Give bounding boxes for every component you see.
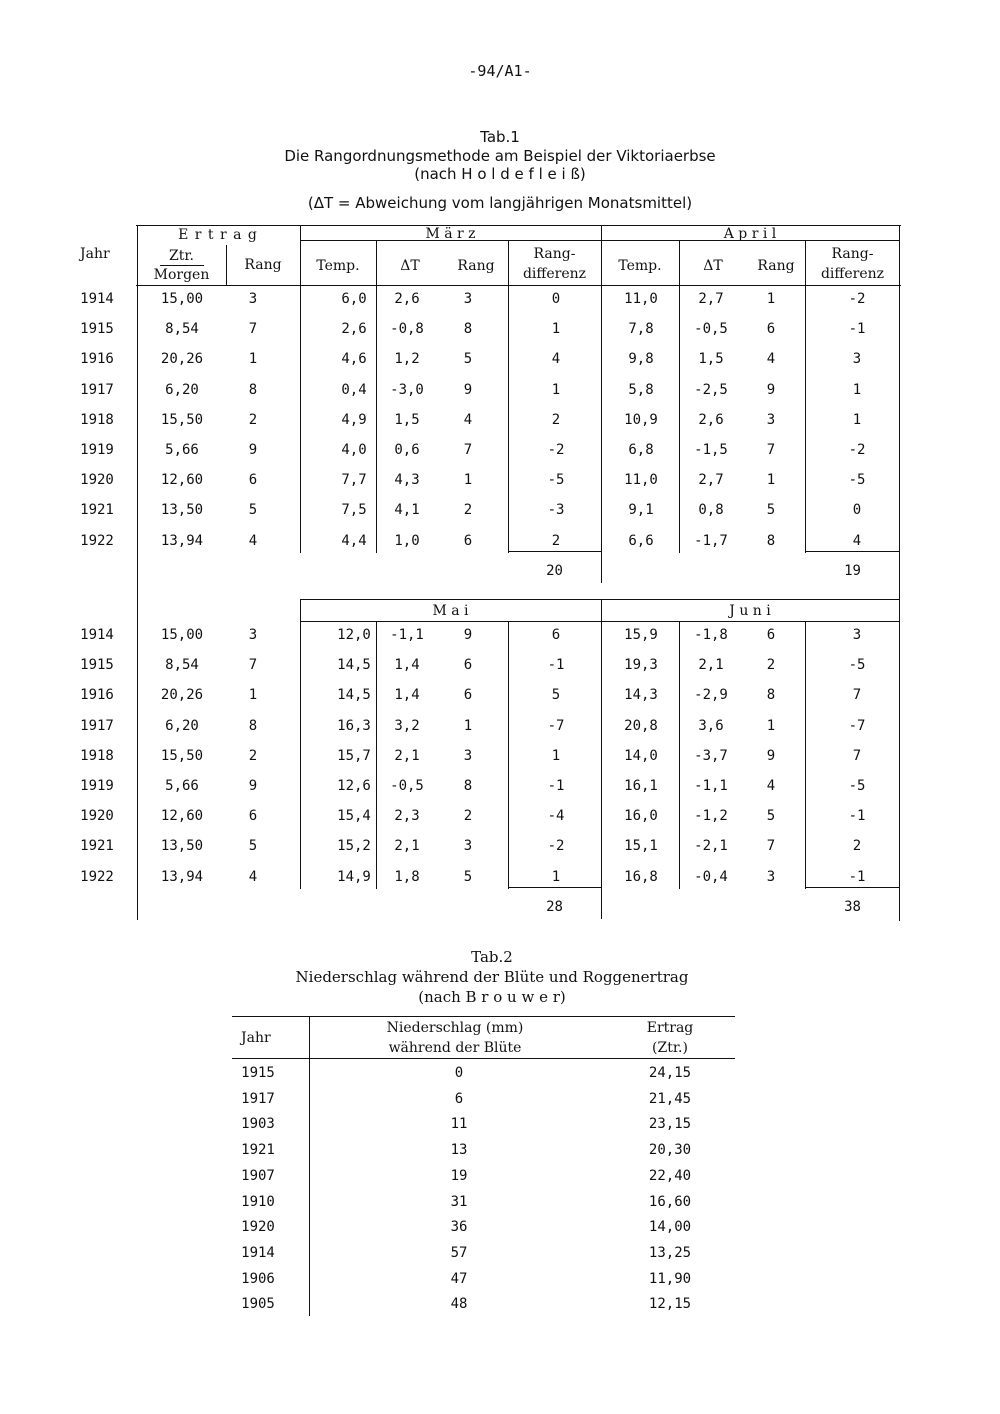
cell-temp-left: 14,5: [337, 657, 371, 674]
cell-temp-left: 15,2: [337, 838, 371, 855]
cell-rangdiff-right: -5: [848, 472, 866, 489]
cell-rangdiff-right: 4: [852, 532, 862, 549]
cell-ertrag: 13,25: [648, 1244, 692, 1261]
cell-rang-left: 2: [463, 808, 473, 825]
tab1-header-rule: [136, 285, 901, 286]
cell-rangdiff-left: 4: [551, 351, 561, 368]
cell-jahr: 1914: [80, 627, 114, 643]
cell-dt-right: -3,7: [694, 747, 728, 764]
cell-jahr: 1920: [80, 808, 114, 825]
sum-rule-april: [805, 551, 900, 552]
tab2-header-niederschlag-2: während der Blüte: [388, 1040, 522, 1056]
cell-rang-left: 6: [463, 687, 473, 704]
tab2-header-jahr: Jahr: [241, 1030, 271, 1046]
cell-niederschlag: 36: [450, 1219, 468, 1236]
cell-rang-right: 7: [766, 442, 776, 458]
tab2-source: (nach B r o u w e r): [418, 988, 566, 1006]
cell-ztr: 12,60: [160, 472, 204, 489]
tab1-month-rule-2: [300, 599, 900, 600]
cell-rangdiff-right: 0: [852, 502, 862, 519]
sum-maerz: 20: [546, 563, 563, 579]
cell-ertrag: 24,15: [648, 1065, 692, 1081]
cell-temp-left: 14,9: [337, 868, 371, 885]
cell-rangdiff-right: 3: [852, 351, 862, 368]
cell-rang-left: 8: [463, 321, 473, 338]
cell-rang-left: 6: [463, 532, 473, 549]
cell-dt-left: -0,8: [390, 321, 424, 338]
cell-temp-right: 11,0: [624, 472, 658, 489]
cell-rang: 5: [248, 502, 258, 519]
cell-temp-left: 12,0: [337, 627, 371, 643]
col-header-rang: Rang: [244, 257, 282, 273]
cell-jahr: 1906: [241, 1270, 275, 1287]
sum-rule-mai: [508, 887, 601, 888]
col-header-rangdiff-april-2: differenz: [820, 266, 885, 282]
cell-rang-left: 5: [463, 868, 473, 885]
cell-ztr: 13,50: [160, 502, 204, 519]
cell-rangdiff-left: 0: [551, 291, 561, 307]
cell-temp-left: 2,6: [341, 321, 367, 338]
cell-ztr: 5,66: [165, 778, 199, 794]
tab2-top-rule: [232, 1016, 735, 1017]
cell-niederschlag: 47: [450, 1270, 468, 1287]
cell-ertrag: 23,15: [648, 1116, 692, 1133]
cell-temp-left: 4,9: [341, 411, 367, 428]
cell-rangdiff-right: 2: [852, 838, 862, 855]
month-header-maerz: M ä r z: [425, 226, 476, 242]
cell-rangdiff-left: 1: [551, 868, 561, 885]
cell-dt-right: -0,4: [694, 868, 728, 885]
cell-rangdiff-left: -1: [547, 778, 565, 794]
cell-jahr: 1903: [241, 1116, 275, 1133]
cell-jahr: 1919: [80, 778, 114, 794]
cell-ertrag: 14,00: [648, 1219, 692, 1236]
cell-rang-right: 1: [766, 717, 776, 734]
cell-rang-right: 1: [766, 472, 776, 489]
col-header-rangdiff-maerz-2: differenz: [522, 266, 587, 282]
cell-rangdiff-left: -2: [547, 838, 565, 855]
cell-rangdiff-right: -2: [848, 442, 866, 458]
cell-rang: 8: [248, 717, 258, 734]
tab1-col-rule-ertrag-2: [300, 599, 301, 889]
month-header-juni: J u n i: [729, 603, 771, 619]
tab2-col-rule: [309, 1016, 310, 1316]
cell-rangdiff-left: 2: [551, 411, 561, 428]
tab2-header-rule: [232, 1058, 735, 1059]
cell-rang: 1: [248, 351, 258, 368]
cell-rangdiff-right: -2: [848, 291, 866, 307]
cell-jahr: 1915: [80, 657, 114, 674]
cell-rang: 9: [248, 442, 258, 458]
cell-ztr: 13,94: [160, 868, 204, 885]
cell-niederschlag: 19: [450, 1167, 468, 1184]
cell-jahr: 1921: [80, 502, 114, 519]
cell-rangdiff-left: -4: [547, 808, 565, 825]
cell-temp-left: 7,5: [341, 502, 367, 519]
cell-rang-left: 1: [463, 472, 473, 489]
cell-dt-left: 1,0: [394, 532, 420, 549]
cell-niederschlag: 0: [454, 1065, 464, 1081]
cell-rang: 3: [248, 291, 258, 307]
cell-dt-left: 1,4: [394, 687, 420, 704]
cell-dt-left: 2,3: [394, 808, 420, 825]
cell-ztr: 20,26: [160, 687, 204, 704]
cell-rang-right: 3: [766, 411, 776, 428]
cell-rang-right: 1: [766, 291, 776, 307]
col-header-rang-april: Rang: [757, 258, 795, 274]
cell-rang: 1: [248, 687, 258, 704]
cell-temp-left: 15,7: [337, 747, 371, 764]
cell-dt-left: 1,2: [394, 351, 420, 368]
cell-ertrag: 11,90: [648, 1270, 692, 1287]
tab2-title: Niederschlag während der Blüte und Roggenertrag: [295, 968, 689, 986]
cell-dt-right: -2,5: [694, 381, 728, 398]
sum-rule-juni: [805, 887, 900, 888]
cell-rang-right: 4: [766, 778, 776, 794]
cell-temp-right: 14,3: [624, 687, 658, 704]
cell-jahr: 1905: [241, 1296, 275, 1313]
cell-jahr: 1921: [80, 838, 114, 855]
cell-rangdiff-right: 7: [852, 747, 862, 764]
cell-rang: 4: [248, 532, 258, 549]
cell-dt-left: 2,6: [394, 291, 420, 307]
cell-jahr: 1920: [241, 1219, 275, 1236]
cell-temp-left: 0,4: [341, 381, 367, 398]
cell-temp-left: 4,6: [341, 351, 367, 368]
cell-niederschlag: 11: [450, 1116, 468, 1133]
cell-rangdiff-right: -7: [848, 717, 866, 734]
cell-rang: 6: [248, 808, 258, 825]
cell-rang: 7: [248, 321, 258, 338]
cell-dt-left: 4,3: [394, 472, 420, 489]
cell-rangdiff-right: -1: [848, 321, 866, 338]
tab1-col-rule-jahr: [137, 225, 138, 920]
cell-rang-left: 5: [463, 351, 473, 368]
cell-temp-right: 14,0: [624, 747, 658, 764]
cell-rang: 5: [248, 838, 258, 855]
cell-dt-left: 0,6: [394, 442, 420, 458]
cell-ztr: 5,66: [165, 442, 199, 458]
cell-temp-right: 7,8: [628, 321, 654, 338]
cell-jahr: 1917: [241, 1090, 275, 1107]
sum-juni: 38: [844, 899, 861, 915]
cell-jahr: 1915: [80, 321, 114, 338]
cell-dt-right: -1,1: [694, 778, 728, 794]
cell-temp-left: 14,5: [337, 687, 371, 704]
cell-niederschlag: 48: [450, 1296, 468, 1313]
cell-ztr: 6,20: [165, 381, 199, 398]
sum-rule-maerz: [508, 551, 601, 552]
cell-rang-left: 2: [463, 502, 473, 519]
cell-dt-left: 2,1: [394, 747, 420, 764]
cell-rangdiff-left: 1: [551, 747, 561, 764]
cell-temp-left: 16,3: [337, 717, 371, 734]
cell-ertrag: 12,15: [648, 1296, 692, 1313]
cell-dt-right: -0,5: [694, 321, 728, 338]
cell-rangdiff-left: 1: [551, 321, 561, 338]
cell-dt-left: 3,2: [394, 717, 420, 734]
sum-mai: 28: [546, 899, 563, 915]
cell-dt-right: -2,9: [694, 687, 728, 704]
cell-jahr: 1915: [241, 1065, 275, 1081]
cell-rang-right: 6: [766, 321, 776, 338]
cell-rangdiff-right: -1: [848, 868, 866, 885]
cell-rangdiff-right: 3: [852, 627, 862, 643]
cell-ztr: 15,50: [160, 747, 204, 764]
col-header-temp-maerz: Temp.: [316, 258, 360, 274]
col-header-dt-april: ΔT: [703, 258, 723, 274]
cell-rang-left: 8: [463, 778, 473, 794]
col-header-dt-maerz: ΔT: [400, 258, 420, 274]
cell-jahr: 1922: [80, 868, 114, 885]
cell-temp-right: 15,9: [624, 627, 658, 643]
tab1-col-rule-rang: [508, 240, 509, 553]
cell-dt-right: 1,5: [698, 351, 724, 368]
cell-ztr: 20,26: [160, 351, 204, 368]
cell-rang: 8: [248, 381, 258, 398]
cell-rang: 7: [248, 657, 258, 674]
cell-niederschlag: 6: [454, 1090, 464, 1107]
ztr-fraction-rule: [160, 265, 204, 266]
cell-ertrag: 20,30: [648, 1142, 692, 1159]
cell-rang-right: 2: [766, 657, 776, 674]
tab2-header-niederschlag-1: Niederschlag (mm): [386, 1020, 524, 1036]
cell-temp-right: 10,9: [624, 411, 658, 428]
cell-rang-left: 4: [463, 411, 473, 428]
col-header-morgen: Morgen: [153, 267, 210, 283]
cell-rangdiff-left: -5: [547, 472, 565, 489]
cell-temp-right: 9,8: [628, 351, 654, 368]
cell-rang-right: 3: [766, 868, 776, 885]
cell-temp-right: 15,1: [624, 838, 658, 855]
cell-rangdiff-left: 6: [551, 627, 561, 643]
cell-rang: 4: [248, 868, 258, 885]
cell-dt-right: 2,1: [698, 657, 724, 674]
cell-temp-left: 6,0: [341, 291, 367, 307]
cell-temp-right: 11,0: [624, 291, 658, 307]
cell-rang-left: 9: [463, 627, 473, 643]
cell-jahr: 1916: [80, 351, 114, 368]
tab2-label: Tab.2: [471, 948, 513, 966]
cell-rang: 3: [248, 627, 258, 643]
cell-rang-right: 6: [766, 627, 776, 643]
cell-jahr: 1917: [80, 717, 114, 734]
cell-rangdiff-left: -3: [547, 502, 565, 519]
tab1-col-rule-ertrag: [300, 225, 301, 553]
cell-rangdiff-left: -2: [547, 442, 565, 458]
month-header-april: A p r i l: [723, 226, 777, 242]
cell-ztr: 15,50: [160, 411, 204, 428]
page-number: -94/A1-: [468, 62, 532, 80]
cell-rangdiff-right: 7: [852, 687, 862, 704]
cell-rang: 6: [248, 472, 258, 489]
cell-rang: 2: [248, 411, 258, 428]
cell-temp-right: 16,1: [624, 778, 658, 794]
cell-niederschlag: 57: [450, 1244, 468, 1261]
cell-rang-right: 9: [766, 747, 776, 764]
cell-rangdiff-right: 1: [852, 381, 862, 398]
cell-jahr: 1922: [80, 532, 114, 549]
col-header-jahr: Jahr: [80, 246, 110, 262]
tab1-label: Tab.1: [480, 128, 520, 146]
month-header-mai: M a i: [432, 603, 469, 619]
cell-dt-right: 2,7: [698, 472, 724, 489]
cell-rang: 9: [248, 778, 258, 794]
cell-rang-left: 3: [463, 838, 473, 855]
cell-niederschlag: 13: [450, 1142, 468, 1159]
cell-rangdiff-left: 2: [551, 532, 561, 549]
cell-jahr: 1918: [80, 411, 114, 428]
cell-rang-right: 4: [766, 351, 776, 368]
cell-jahr: 1917: [80, 381, 114, 398]
cell-rangdiff-right: -1: [848, 808, 866, 825]
cell-rangdiff-left: 1: [551, 381, 561, 398]
cell-ztr: 15,00: [160, 291, 204, 307]
cell-jahr: 1919: [80, 442, 114, 458]
cell-rang-right: 8: [766, 687, 776, 704]
cell-jahr: 1907: [241, 1167, 275, 1184]
tab1-col-rule-month: [601, 225, 602, 583]
cell-dt-left: 1,4: [394, 657, 420, 674]
cell-dt-left: -0,5: [390, 778, 424, 794]
cell-dt-right: 2,7: [698, 291, 724, 307]
cell-rang-left: 6: [463, 657, 473, 674]
cell-rang-left: 7: [463, 442, 473, 458]
cell-jahr: 1918: [80, 747, 114, 764]
cell-ertrag: 21,45: [648, 1090, 692, 1107]
cell-rang-right: 8: [766, 532, 776, 549]
cell-rangdiff-left: -1: [547, 657, 565, 674]
cell-jahr: 1910: [241, 1193, 275, 1210]
cell-jahr: 1921: [241, 1142, 275, 1159]
cell-temp-left: 15,4: [337, 808, 371, 825]
col-header-rang-maerz: Rang: [457, 258, 495, 274]
cell-rang-left: 1: [463, 717, 473, 734]
cell-temp-right: 20,8: [624, 717, 658, 734]
tab1-source: (nach H o l d e f l e i ß): [414, 165, 586, 183]
cell-ztr: 12,60: [160, 808, 204, 825]
cell-dt-right: -1,5: [694, 442, 728, 458]
cell-temp-right: 16,0: [624, 808, 658, 825]
tab1-month-rule-3: [300, 621, 900, 622]
sum-april: 19: [844, 563, 861, 579]
cell-jahr: 1914: [241, 1244, 275, 1261]
cell-dt-left: 2,1: [394, 838, 420, 855]
cell-rang-left: 3: [463, 291, 473, 307]
cell-temp-left: 4,4: [341, 532, 367, 549]
cell-dt-left: 1,5: [394, 411, 420, 428]
cell-dt-right: -1,7: [694, 532, 728, 549]
cell-rang-right: 9: [766, 381, 776, 398]
cell-dt-right: -2,1: [694, 838, 728, 855]
cell-rangdiff-right: -5: [848, 778, 866, 794]
cell-ztr: 13,50: [160, 838, 204, 855]
cell-dt-left: 1,8: [394, 868, 420, 885]
cell-rangdiff-right: 1: [852, 411, 862, 428]
cell-temp-right: 9,1: [628, 502, 654, 519]
cell-temp-right: 16,8: [624, 868, 658, 885]
cell-ztr: 8,54: [165, 321, 199, 338]
cell-jahr: 1916: [80, 687, 114, 704]
cell-dt-right: 0,8: [698, 502, 724, 519]
cell-dt-right: -1,8: [694, 627, 728, 643]
cell-jahr: 1914: [80, 291, 114, 307]
tab1-col-rule-rang-2: [508, 621, 509, 889]
col-header-rangdiff-maerz-1: Rang-: [533, 246, 576, 262]
tab2-header-ertrag-1: Ertrag: [646, 1020, 694, 1036]
tab1-title: Die Rangordnungsmethode am Beispiel der Viktoriaerbse: [284, 147, 716, 165]
cell-temp-right: 19,3: [624, 657, 658, 674]
cell-temp-left: 7,7: [341, 472, 367, 489]
cell-ztr: 13,94: [160, 532, 204, 549]
col-header-temp-april: Temp.: [618, 258, 662, 274]
cell-temp-left: 4,0: [341, 442, 367, 458]
col-group-ertrag: E r t r a g: [178, 227, 258, 243]
cell-temp-right: 6,8: [628, 442, 654, 458]
cell-rang-left: 3: [463, 747, 473, 764]
cell-ztr: 15,00: [160, 627, 204, 643]
cell-dt-left: -1,1: [390, 627, 424, 643]
cell-rangdiff-left: 5: [551, 687, 561, 704]
cell-jahr: 1920: [80, 472, 114, 489]
cell-rang: 2: [248, 747, 258, 764]
tab2-header-ertrag-2: (Ztr.): [652, 1040, 688, 1056]
cell-dt-right: 2,6: [698, 411, 724, 428]
cell-rang-right: 5: [766, 502, 776, 519]
cell-temp-left: 12,6: [337, 778, 371, 794]
cell-ertrag: 16,60: [648, 1193, 692, 1210]
cell-ztr: 6,20: [165, 717, 199, 734]
col-header-rangdiff-april-1: Rang-: [831, 246, 874, 262]
cell-ztr: 8,54: [165, 657, 199, 674]
cell-dt-right: -1,2: [694, 808, 728, 825]
cell-rangdiff-right: -5: [848, 657, 866, 674]
tab1-note: (ΔT = Abweichung vom langjährigen Monatsmittel): [307, 194, 693, 212]
cell-rangdiff-left: -7: [547, 717, 565, 734]
cell-ertrag: 22,40: [648, 1167, 692, 1184]
cell-temp-right: 5,8: [628, 381, 654, 398]
col-header-ztr: Ztr.: [169, 248, 194, 264]
cell-dt-left: -3,0: [390, 381, 424, 398]
cell-rang-right: 7: [766, 838, 776, 855]
cell-rang-left: 9: [463, 381, 473, 398]
cell-niederschlag: 31: [450, 1193, 468, 1210]
cell-rang-right: 5: [766, 808, 776, 825]
cell-dt-left: 4,1: [394, 502, 420, 519]
cell-temp-right: 6,6: [628, 532, 654, 549]
cell-dt-right: 3,6: [698, 717, 724, 734]
